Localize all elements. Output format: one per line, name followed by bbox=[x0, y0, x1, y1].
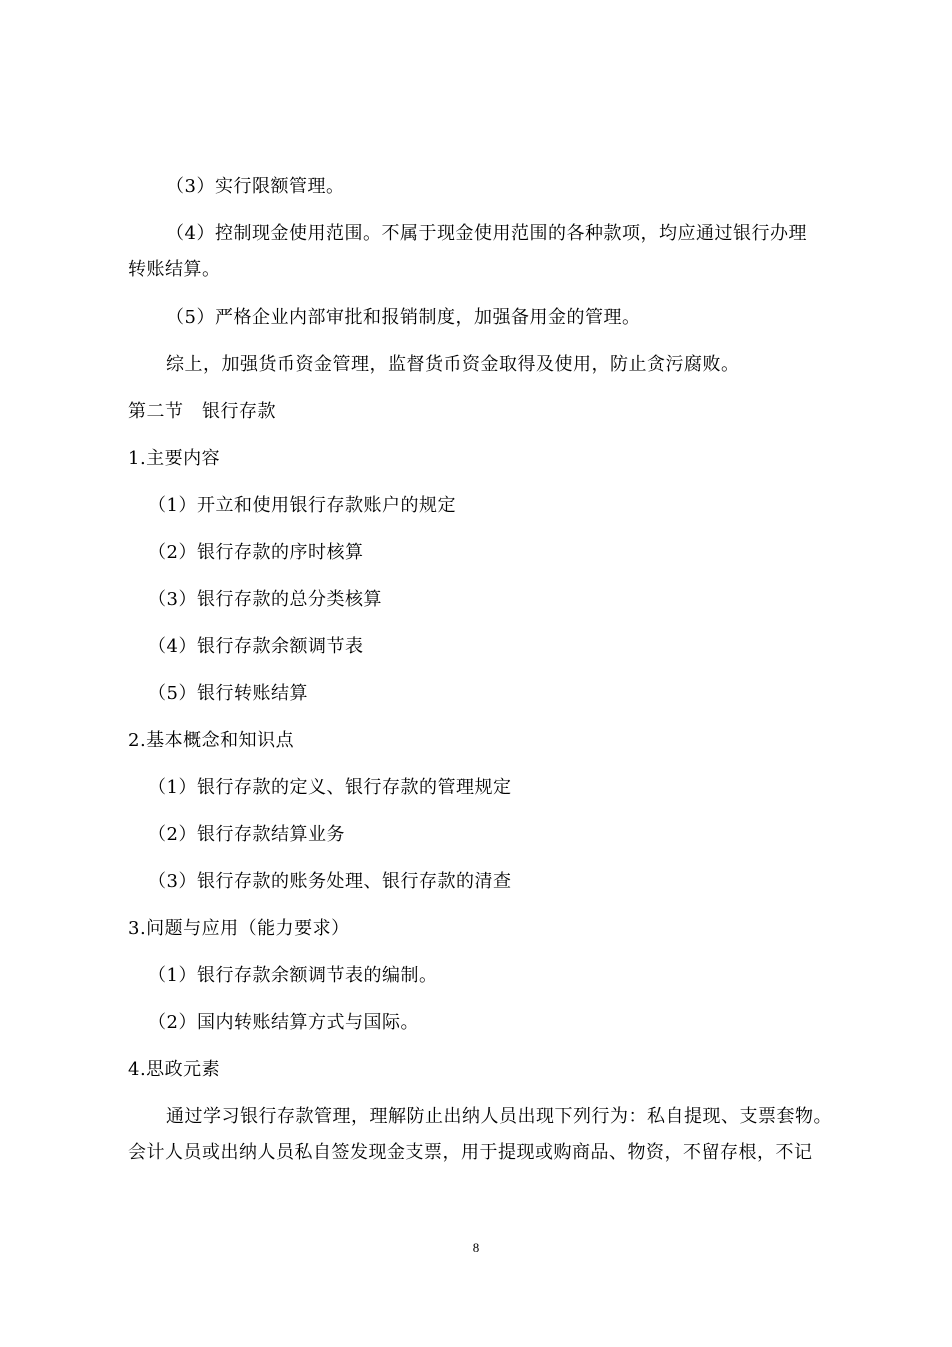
part-3-item: （2）国内转账结算方式与国际。 bbox=[148, 1012, 419, 1033]
part-2-item: （1）银行存款的定义、银行存款的管理规定 bbox=[148, 777, 512, 798]
part-1-heading: 1.主要内容 bbox=[128, 448, 221, 469]
part-2-item: （2）银行存款结算业务 bbox=[148, 824, 345, 845]
item-4-line-2: 转账结算。 bbox=[128, 259, 221, 280]
summary-paragraph: 综上，加强货币资金管理，监督货币资金取得及使用，防止贪污腐败。 bbox=[166, 354, 740, 375]
part-2-heading: 2.基本概念和知识点 bbox=[128, 730, 295, 751]
part-2-item: （3）银行存款的账务处理、银行存款的清查 bbox=[148, 871, 512, 892]
page-number: 8 bbox=[472, 1240, 480, 1255]
part-1-item: （3）银行存款的总分类核算 bbox=[148, 589, 382, 610]
part-4-paragraph-line-1: 通过学习银行存款管理，理解防止出纳人员出现下列行为：私自提现、支票套物。 bbox=[166, 1106, 832, 1127]
item-3-limit-management: （3）实行限额管理。 bbox=[166, 176, 345, 197]
part-3-item: （1）银行存款余额调节表的编制。 bbox=[148, 965, 438, 986]
part-1-item: （4）银行存款余额调节表 bbox=[148, 636, 364, 657]
part-3-heading: 3.问题与应用（能力要求） bbox=[128, 918, 350, 939]
section-2-title: 第二节 银行存款 bbox=[128, 401, 276, 422]
item-5-approval: （5）严格企业内部审批和报销制度，加强备用金的管理。 bbox=[166, 307, 641, 328]
part-4-heading: 4.思政元素 bbox=[128, 1059, 221, 1080]
item-4-line-1: （4）控制现金使用范围。不属于现金使用范围的各种款项，均应通过银行办理 bbox=[166, 223, 807, 244]
part-1-item: （2）银行存款的序时核算 bbox=[148, 542, 364, 563]
part-1-item: （1）开立和使用银行存款账户的规定 bbox=[148, 495, 456, 516]
part-1-item: （5）银行转账结算 bbox=[148, 683, 308, 704]
part-4-paragraph-line-2: 会计人员或出纳人员私自签发现金支票，用于提现或购商品、物资，不留存根，不记 bbox=[128, 1142, 813, 1163]
